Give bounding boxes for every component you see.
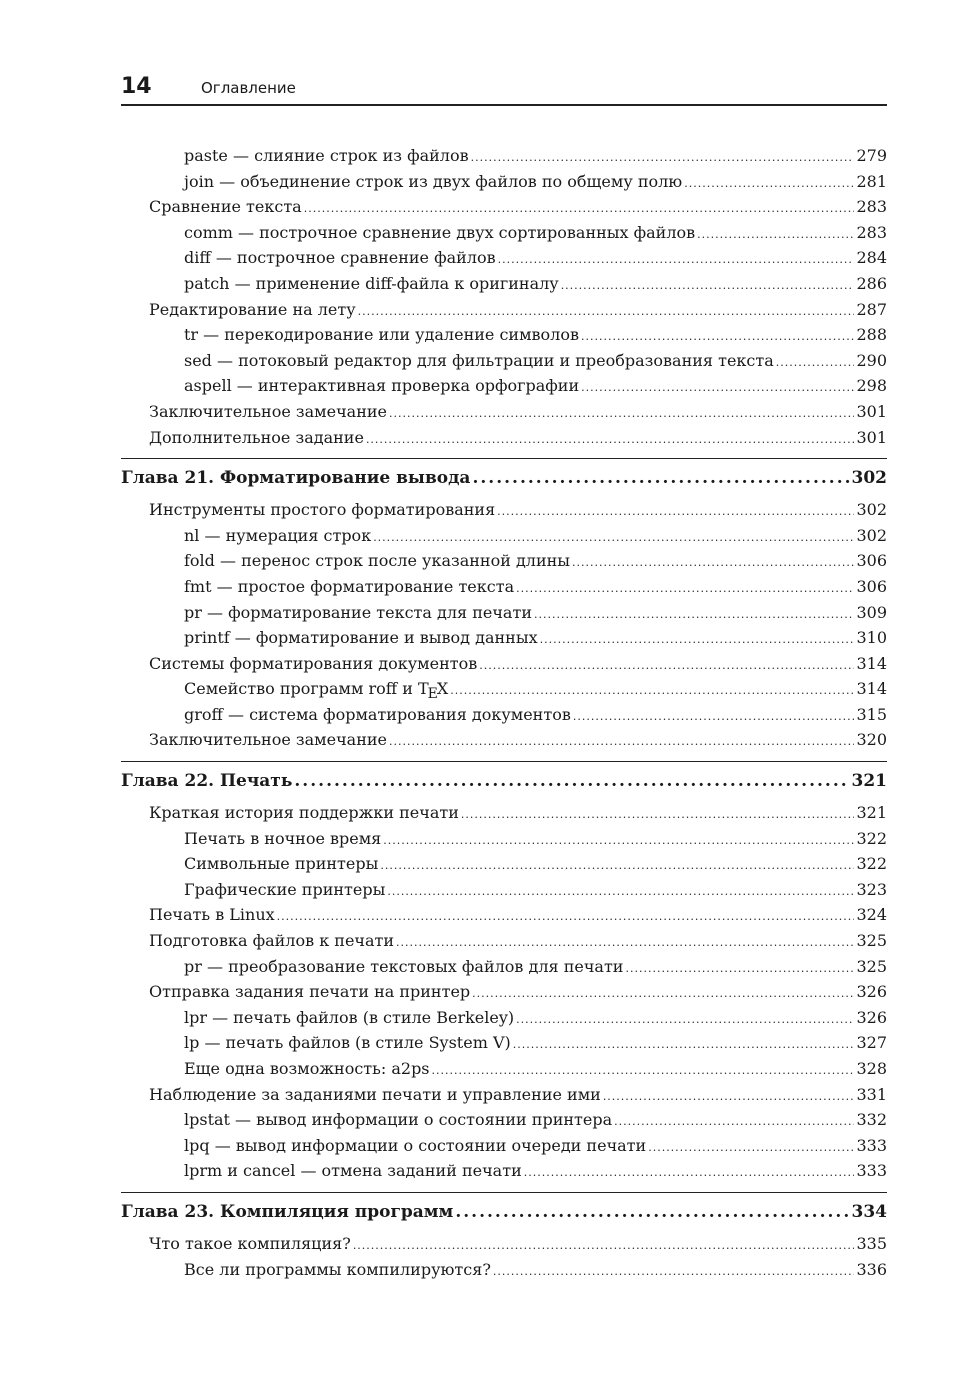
page-header — [121, 74, 887, 106]
toc-entry — [121, 702, 887, 728]
toc-entry-page: 309 — [856, 602, 887, 622]
toc-section — [121, 800, 887, 826]
leader-dots — [498, 247, 855, 273]
leader-dots — [573, 704, 855, 730]
toc-section-page: 326 — [856, 982, 887, 1002]
toc-section — [121, 727, 887, 753]
toc-section-page: 331 — [856, 1084, 887, 1104]
leader-dots — [353, 1233, 855, 1259]
leader-dots — [625, 956, 854, 982]
toc-section-title: Сравнение текста — [149, 197, 302, 217]
toc-entry — [121, 877, 887, 903]
toc-section-title: Заключительное замечание — [149, 401, 387, 421]
toc-section — [121, 979, 887, 1005]
toc-entry-page: 333 — [856, 1135, 887, 1155]
toc-section — [121, 1231, 887, 1257]
toc-section — [121, 425, 887, 451]
toc-entry-title: fmt — простое форматирование текста — [184, 576, 515, 596]
toc-section-title: Подготовка файлов к печати — [149, 931, 395, 951]
leader-dots — [366, 427, 855, 453]
toc-entry-title: tr — перекодирование или удаление символов — [184, 325, 579, 345]
toc-section — [121, 399, 887, 425]
toc-entry-title: patch — применение diff-файла к оригиналу — [184, 273, 559, 293]
toc-entry-page: 314 — [856, 679, 887, 699]
toc-section-title: Что такое компиляция? — [149, 1233, 351, 1253]
toc-entry-page: 298 — [856, 376, 887, 396]
chapter-title: Глава 23. Компиляция программ — [121, 1201, 454, 1222]
leader-dots — [389, 401, 854, 427]
leader-dots — [396, 930, 854, 956]
leader-dots — [358, 299, 855, 325]
leader-dots — [294, 762, 849, 800]
toc-entry-title: Графические принтеры — [184, 879, 386, 899]
toc-section-title: Отправка задания печати на принтер — [149, 982, 471, 1002]
chapter-page: 334 — [851, 1201, 887, 1222]
toc-entry-title: pr — форматирование текста для печати — [184, 602, 532, 622]
leader-dots — [471, 145, 855, 171]
leader-dots — [614, 1109, 854, 1135]
toc-entry-page: 332 — [856, 1110, 887, 1130]
toc-section-page: 320 — [856, 730, 887, 750]
toc-section — [121, 1082, 887, 1108]
tex-subscript-e: E — [427, 686, 438, 703]
toc-entry-title: Символьные принтеры — [184, 854, 379, 874]
toc-entry — [121, 220, 887, 246]
toc-entry-page: 283 — [856, 222, 887, 242]
toc-entry-page: 306 — [856, 576, 887, 596]
toc-section-page: 283 — [856, 197, 887, 217]
toc-entry-page: 281 — [856, 171, 887, 191]
toc-entry-page: 327 — [856, 1033, 887, 1053]
toc-entry — [121, 1107, 887, 1133]
toc-section-page: 314 — [856, 653, 887, 673]
toc-section-page: 325 — [856, 931, 887, 951]
chapter-title: Глава 22. Печать — [121, 771, 293, 792]
chapter-title: Глава 21. Форматирование вывода — [121, 468, 471, 489]
toc-entry-title: join — объединение строк из двух файлов по общему полю — [184, 171, 683, 191]
toc-entry-page: 279 — [856, 146, 887, 165]
toc-section-page: 321 — [856, 803, 887, 823]
leader-dots — [472, 981, 854, 1007]
toc-section-title: Краткая история поддержки печати — [149, 803, 459, 823]
toc-section — [121, 194, 887, 220]
toc-section-page: 335 — [856, 1233, 887, 1253]
toc-entry — [121, 245, 887, 271]
leader-dots — [516, 1007, 854, 1033]
toc-entry-title: aspell — интерактивная проверка орфографии — [184, 376, 580, 396]
chapter-page: 321 — [851, 771, 887, 792]
leader-dots — [648, 1135, 854, 1161]
toc-entry-page: 333 — [856, 1161, 887, 1181]
toc-section-page: 301 — [856, 427, 887, 447]
toc-section — [121, 497, 887, 523]
leader-dots — [387, 879, 854, 905]
toc-entry — [121, 826, 887, 852]
leader-dots — [373, 525, 854, 551]
toc-entry-title: lpstat — вывод информации о состоянии принтера — [184, 1110, 613, 1130]
leader-dots — [450, 678, 854, 704]
toc-entry-title: diff — построчное сравнение файлов — [184, 248, 496, 268]
toc-entry-page: 290 — [856, 350, 887, 370]
toc-entry-title: nl — нумерация строк — [184, 525, 372, 545]
toc-section — [121, 651, 887, 677]
leader-dots — [472, 459, 849, 497]
leader-dots — [603, 1084, 855, 1110]
title-suffix: X — [436, 679, 449, 699]
leader-dots — [684, 171, 854, 197]
toc-entry-page: 302 — [856, 525, 887, 545]
leader-dots — [516, 576, 854, 602]
running-title: Оглавление — [201, 79, 296, 97]
toc-entry-title: Печать в ночное время — [184, 828, 382, 848]
toc-entry-title — [184, 676, 448, 704]
toc-section-page: 287 — [856, 299, 887, 319]
toc-entry-title: paste — слияние строк из файлов — [184, 146, 469, 165]
toc-chapter-22 — [121, 761, 887, 800]
toc-section-page: 324 — [856, 905, 887, 925]
toc-section-page: 302 — [856, 500, 887, 520]
toc-entry-page: 328 — [856, 1059, 887, 1078]
leader-dots — [479, 653, 854, 679]
title-prefix: Семейство программ roff и T — [184, 679, 429, 699]
leader-dots — [304, 196, 855, 222]
toc-chapter-23 — [121, 1192, 887, 1231]
toc-entry-title: lpq — вывод информации о состоянии очереди печати — [184, 1135, 647, 1155]
leader-dots — [524, 1160, 855, 1186]
toc-section-title: Печать в Linux — [149, 905, 275, 925]
toc-entry-page: 322 — [856, 854, 887, 874]
toc-entry-title: lprm и cancel — отмена заданий печати — [184, 1161, 522, 1181]
toc-entry — [121, 143, 887, 169]
toc-section-title: Инструменты простого форматирования — [149, 500, 496, 520]
toc-entry-title: lp — печать файлов (в стиле System V) — [184, 1033, 511, 1053]
toc-entry — [121, 600, 887, 626]
toc-section-title: Редактирование на лету — [149, 299, 356, 319]
leader-dots — [561, 273, 855, 299]
toc-entry — [121, 1056, 887, 1082]
toc-entry-page: 315 — [856, 704, 887, 724]
toc-entry-title: fold — перенос строк после указанной длины — [184, 551, 571, 571]
toc-entry — [121, 851, 887, 877]
leader-dots — [697, 222, 854, 248]
toc-chapter-21 — [121, 458, 887, 497]
toc-entry — [121, 574, 887, 600]
leader-dots — [389, 729, 854, 755]
toc-section-title: Заключительное замечание — [149, 730, 387, 750]
toc-entry — [121, 1030, 887, 1056]
toc-entry-title: Все ли программы компилируются? — [184, 1259, 491, 1279]
toc-section-title: Дополнительное задание — [149, 427, 364, 447]
toc-entry-page: 284 — [856, 248, 887, 268]
leader-dots — [432, 1058, 855, 1084]
toc-entry — [121, 1158, 887, 1184]
chapter-page: 302 — [851, 468, 887, 489]
toc-entry-title: groff — система форматирования документов — [184, 704, 571, 724]
leader-dots — [572, 550, 854, 576]
toc-entry-page: 322 — [856, 828, 887, 848]
toc-entry-page: 336 — [856, 1259, 887, 1279]
leader-dots — [455, 1193, 849, 1231]
toc-entry — [121, 373, 887, 399]
toc-entry-title: Еще одна возможность: a2ps — [184, 1059, 430, 1078]
toc-entry — [121, 322, 887, 348]
toc-entry-title: sed — потоковый редактор для фильтрации и преобразования текста — [184, 350, 774, 370]
toc-section — [121, 928, 887, 954]
toc-entry — [121, 169, 887, 195]
leader-dots — [277, 904, 855, 930]
toc-section — [121, 297, 887, 323]
toc-entry — [121, 548, 887, 574]
toc-entry-page: 306 — [856, 551, 887, 571]
leader-dots — [461, 802, 855, 828]
toc-entry — [121, 271, 887, 297]
toc-entry — [121, 348, 887, 374]
toc-section-page: 301 — [856, 401, 887, 421]
leader-dots — [540, 627, 855, 653]
toc-section-title: Наблюдение за заданиями печати и управление ими — [149, 1084, 601, 1104]
leader-dots — [493, 1259, 855, 1285]
leader-dots — [581, 375, 854, 401]
leader-dots — [534, 602, 854, 628]
toc-entry-title: lpr — печать файлов (в стиле Berkeley) — [184, 1007, 515, 1027]
toc-entry-page: 310 — [856, 628, 887, 648]
toc-entry-page: 326 — [856, 1007, 887, 1027]
leader-dots — [581, 324, 854, 350]
toc-entry-page: 325 — [856, 956, 887, 976]
toc-entry — [121, 1257, 887, 1283]
page-number: 14 — [121, 74, 152, 99]
toc-entry-page: 288 — [856, 325, 887, 345]
leader-dots — [776, 350, 855, 376]
toc-entry-title: comm — построчное сравнение двух сортированных файлов — [184, 222, 696, 242]
leader-dots — [497, 499, 854, 525]
toc-entry — [121, 1133, 887, 1159]
toc-entry — [121, 676, 887, 702]
toc-entry-title: printf — форматирование и вывод данных — [184, 628, 538, 648]
toc-entry — [121, 1005, 887, 1031]
leader-dots — [380, 853, 854, 879]
toc-section — [121, 902, 887, 928]
toc-entry-title: pr — преобразование текстовых файлов для печати — [184, 956, 624, 976]
leader-dots — [383, 828, 854, 854]
toc-entry — [121, 523, 887, 549]
leader-dots — [513, 1032, 855, 1058]
toc-entry — [121, 625, 887, 651]
table-of-contents — [121, 143, 887, 1282]
toc-entry — [121, 954, 887, 980]
toc-section-title: Системы форматирования документов — [149, 653, 478, 673]
toc-entry-page: 323 — [856, 879, 887, 899]
toc-entry-page: 286 — [856, 273, 887, 293]
